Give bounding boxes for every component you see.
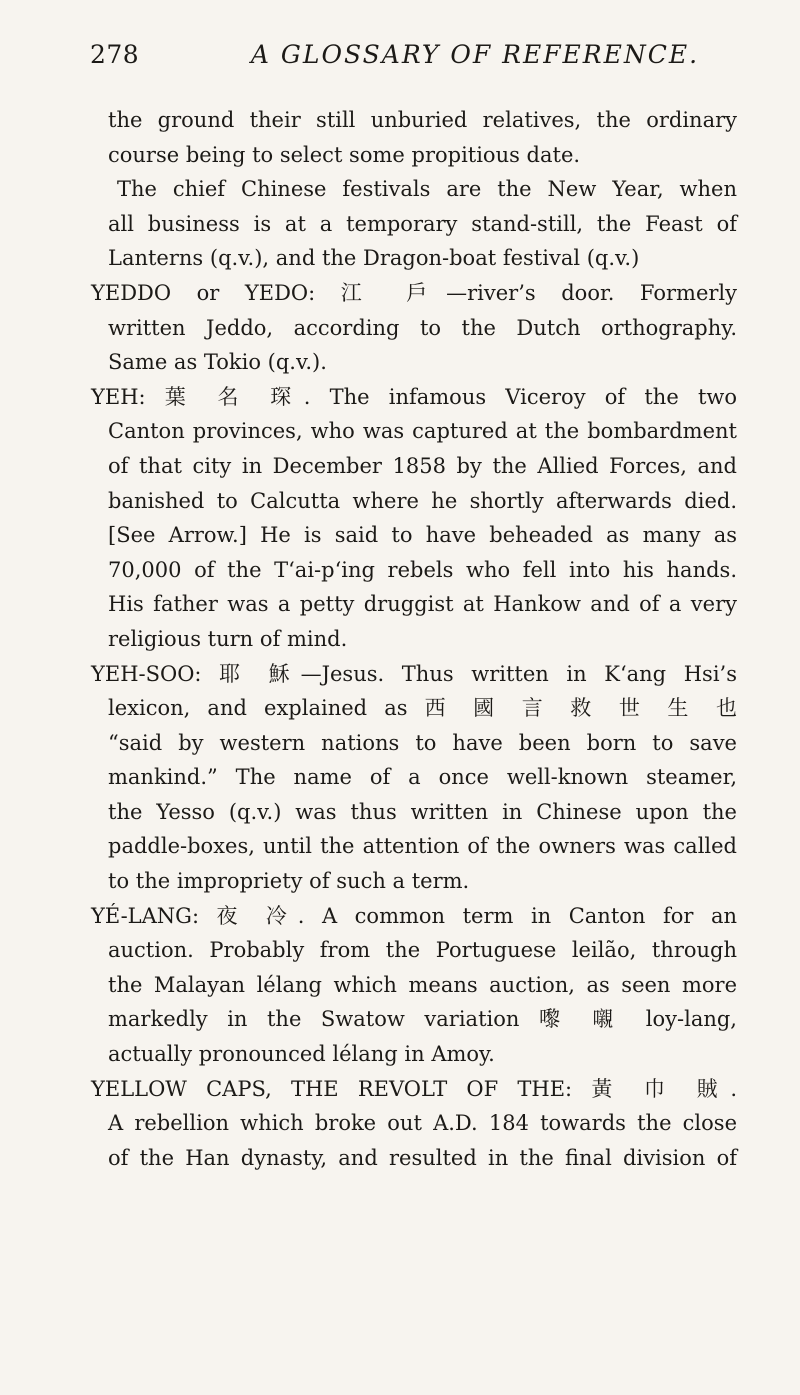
text-line: all business is at a temporary stand-still, the Feast of xyxy=(108,211,737,236)
text-line: Same as Tokio (q.v.). xyxy=(108,350,327,375)
text-line: Canton provinces, who was captured at the bombardment xyxy=(108,419,737,444)
page-number: 278 xyxy=(90,40,140,69)
page-body-text xyxy=(91,103,737,1175)
text-line: the Yesso (q.v.) was thus written in Chinese upon the xyxy=(108,799,737,824)
page-header xyxy=(90,40,710,90)
text-line: auction. Probably from the Portuguese leilão, through xyxy=(108,938,737,963)
text-line: course being to select some propitious date. xyxy=(108,142,581,167)
text-line: paddle-boxes, until the attention of the owners was called xyxy=(108,834,737,859)
text-line: lexicon, and explained as 西 國 言 救 世 生 也 xyxy=(108,696,737,721)
text-line: YEH: 葉 名 琛. The infamous Viceroy of the two xyxy=(91,384,737,409)
text-line: markedly in the Swatow variation 嚟 嚫 loy-lang, xyxy=(108,1007,737,1032)
text-line: of that city in December 1858 by the Allied Forces, and xyxy=(108,453,737,478)
text-line: A rebellion which broke out A.D. 184 towards the close xyxy=(108,1111,737,1136)
text-line: 70,000 of the T‘ai-p‘ing rebels who fell into his hands. xyxy=(108,557,737,582)
text-line: to the impropriety of such a term. xyxy=(108,869,470,894)
text-line: banished to Calcutta where he shortly afterwards died. xyxy=(108,488,737,513)
text-line: Lanterns (q.v.), and the Dragon-boat festival (q.v.) xyxy=(108,246,640,271)
text-line: religious turn of mind. xyxy=(108,626,348,651)
text-line: “said by western nations to have been born to save xyxy=(108,730,737,755)
text-line: of the Han dynasty, and resulted in the final division of xyxy=(108,1145,737,1170)
text-line: the ground their still unburied relatives, the ordinary xyxy=(108,108,737,132)
text-line: the Malayan lélang which means auction, as seen more xyxy=(108,972,737,997)
text-line: written Jeddo, according to the Dutch orthography. xyxy=(108,315,737,340)
text-line: His father was a petty druggist at Hankow and of a very xyxy=(108,592,737,617)
text-line: YEDDO or YEDO: 江 戶—river’s door. Formerly xyxy=(91,280,737,305)
text-line: The chief Chinese festivals are the New Year, when xyxy=(117,177,737,202)
text-line: YÉ-LANG: 夜 冷. A common term in Canton for an xyxy=(91,903,737,928)
running-title: A GLOSSARY OF REFERENCE. xyxy=(250,40,700,69)
text-line: YELLOW CAPS, THE REVOLT OF THE: 黃 巾 賊. xyxy=(91,1076,737,1101)
text-line: YEH-SOO: 耶 穌—Jesus. Thus written in K‘ang Hsi’s xyxy=(91,661,737,686)
text-line: actually pronounced lélang in Amoy. xyxy=(108,1042,495,1067)
text-line: [See Arrow.] He is said to have beheaded as many as xyxy=(108,523,737,548)
text-line: mankind.” The name of a once well-known steamer, xyxy=(108,765,737,790)
